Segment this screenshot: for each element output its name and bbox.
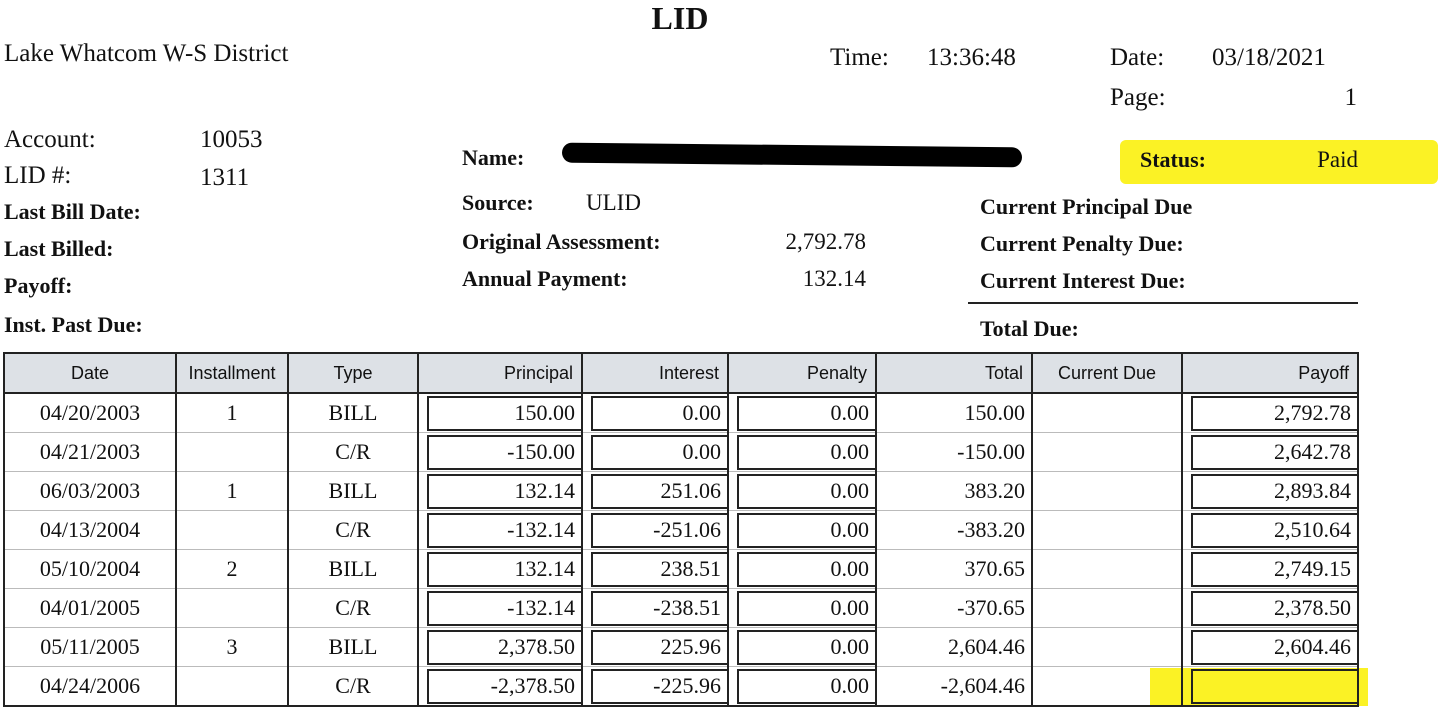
header-date: Date [4, 353, 176, 393]
cell-type: C/R [288, 511, 418, 550]
last-billed-label: Last Billed: [4, 236, 114, 261]
payoff-label: Payoff: [4, 273, 73, 298]
cell-current-due [1032, 589, 1182, 628]
cell-date: 04/13/2004 [4, 511, 176, 550]
cell-principal: -2,378.50 [418, 667, 582, 707]
cell-principal: -150.00 [418, 433, 582, 472]
cell-date: 04/20/2003 [4, 393, 176, 433]
table-row [4, 472, 1358, 511]
header-principal: Principal [418, 353, 582, 393]
total-rule [968, 302, 1358, 304]
cell-installment [176, 433, 288, 472]
cell-principal: 2,378.50 [418, 628, 582, 667]
cell-principal: -132.14 [418, 511, 582, 550]
cell-date: 04/24/2006 [4, 667, 176, 707]
header-total: Total [876, 353, 1032, 393]
cell-payoff: 2,893.84 [1182, 472, 1358, 511]
cell-penalty: 0.00 [728, 589, 876, 628]
cell-total: 383.20 [876, 472, 1032, 511]
cell-interest: 251.06 [582, 472, 728, 511]
name-label: Name: [462, 145, 525, 170]
cell-type: C/R [288, 667, 418, 707]
source-label: Source: [462, 190, 534, 215]
annual-payment-label: Annual Payment: [462, 266, 628, 291]
lid-value: 1311 [200, 164, 250, 191]
cell-installment: 1 [176, 393, 288, 433]
cell-date: 06/03/2003 [4, 472, 176, 511]
cell-interest: 0.00 [582, 433, 728, 472]
status-label: Status: [1140, 147, 1207, 172]
report-title: LID [651, 0, 709, 36]
cell-principal: 150.00 [418, 393, 582, 433]
cell-payoff [1182, 667, 1358, 707]
total-due-label: Total Due: [980, 316, 1079, 341]
source-value: ULID [586, 190, 641, 215]
current-principal-due-label: Current Principal Due [980, 194, 1193, 219]
inst-past-due-label: Inst. Past Due: [4, 312, 143, 337]
cell-current-due [1032, 667, 1182, 707]
cell-date: 04/21/2003 [4, 433, 176, 472]
cell-installment: 1 [176, 472, 288, 511]
cell-interest: 225.96 [582, 628, 728, 667]
header-type: Type [288, 353, 418, 393]
cell-payoff: 2,642.78 [1182, 433, 1358, 472]
time-label: Time: [830, 44, 889, 71]
cell-penalty: 0.00 [728, 472, 876, 511]
cell-type: BILL [288, 628, 418, 667]
cell-current-due [1032, 393, 1182, 433]
status-value: Paid [1317, 147, 1358, 172]
cell-payoff: 2,604.46 [1182, 628, 1358, 667]
cell-installment: 3 [176, 628, 288, 667]
cell-total: 2,604.46 [876, 628, 1032, 667]
cell-type: BILL [288, 472, 418, 511]
cell-total: 150.00 [876, 393, 1032, 433]
cell-total: -370.65 [876, 589, 1032, 628]
header-interest: Interest [582, 353, 728, 393]
page-number: 1 [1344, 84, 1357, 111]
account-label: Account: [4, 126, 96, 153]
cell-total: 370.65 [876, 550, 1032, 589]
table-row [4, 667, 1358, 707]
annual-payment-value: 132.14 [802, 266, 866, 291]
cell-installment [176, 667, 288, 707]
cell-current-due [1032, 550, 1182, 589]
header-penalty: Penalty [728, 353, 876, 393]
time-value: 13:36:48 [927, 44, 1016, 71]
cell-penalty: 0.00 [728, 393, 876, 433]
cell-installment [176, 511, 288, 550]
original-assessment-value: 2,792.78 [785, 229, 866, 254]
cell-type: C/R [288, 589, 418, 628]
cell-principal: 132.14 [418, 472, 582, 511]
table-row [4, 550, 1358, 589]
cell-interest: 238.51 [582, 550, 728, 589]
cell-type: BILL [288, 393, 418, 433]
current-penalty-due-label: Current Penalty Due: [980, 231, 1184, 256]
cell-current-due [1032, 511, 1182, 550]
cell-payoff: 2,749.15 [1182, 550, 1358, 589]
cell-current-due [1032, 628, 1182, 667]
table-row [4, 433, 1358, 472]
table-row [4, 393, 1358, 433]
cell-interest: 0.00 [582, 393, 728, 433]
table-row [4, 511, 1358, 550]
cell-installment [176, 589, 288, 628]
cell-date: 04/01/2005 [4, 589, 176, 628]
cell-total: -383.20 [876, 511, 1032, 550]
cell-total: -2,604.46 [876, 667, 1032, 707]
cell-interest: -251.06 [582, 511, 728, 550]
district-name: Lake Whatcom W-S District [4, 40, 289, 67]
date-value: 03/18/2021 [1212, 44, 1326, 71]
transaction-table [3, 352, 1359, 707]
cell-penalty: 0.00 [728, 433, 876, 472]
header-installment: Installment [176, 353, 288, 393]
last-bill-date-label: Last Bill Date: [4, 199, 141, 224]
date-label: Date: [1110, 44, 1165, 71]
table-row [4, 628, 1358, 667]
cell-penalty: 0.00 [728, 628, 876, 667]
cell-interest: -238.51 [582, 589, 728, 628]
cell-payoff: 2,792.78 [1182, 393, 1358, 433]
cell-type: BILL [288, 550, 418, 589]
cell-penalty: 0.00 [728, 667, 876, 707]
header-current-due: Current Due [1032, 353, 1182, 393]
cell-date: 05/11/2005 [4, 628, 176, 667]
cell-interest: -225.96 [582, 667, 728, 707]
current-interest-due-label: Current Interest Due: [980, 268, 1186, 293]
cell-date: 05/10/2004 [4, 550, 176, 589]
page-label: Page: [1110, 84, 1166, 111]
cell-installment: 2 [176, 550, 288, 589]
header-payoff: Payoff [1182, 353, 1358, 393]
redaction-bar [562, 143, 1022, 168]
cell-principal: -132.14 [418, 589, 582, 628]
cell-payoff: 2,378.50 [1182, 589, 1358, 628]
cell-penalty: 0.00 [728, 511, 876, 550]
cell-type: C/R [288, 433, 418, 472]
cell-current-due [1032, 433, 1182, 472]
table-header-row [4, 353, 1358, 393]
cell-penalty: 0.00 [728, 550, 876, 589]
original-assessment-label: Original Assessment: [462, 229, 661, 254]
cell-principal: 132.14 [418, 550, 582, 589]
lid-label: LID #: [4, 162, 72, 189]
cell-payoff: 2,510.64 [1182, 511, 1358, 550]
cell-current-due [1032, 472, 1182, 511]
account-value: 10053 [200, 126, 263, 153]
cell-total: -150.00 [876, 433, 1032, 472]
table-row [4, 589, 1358, 628]
